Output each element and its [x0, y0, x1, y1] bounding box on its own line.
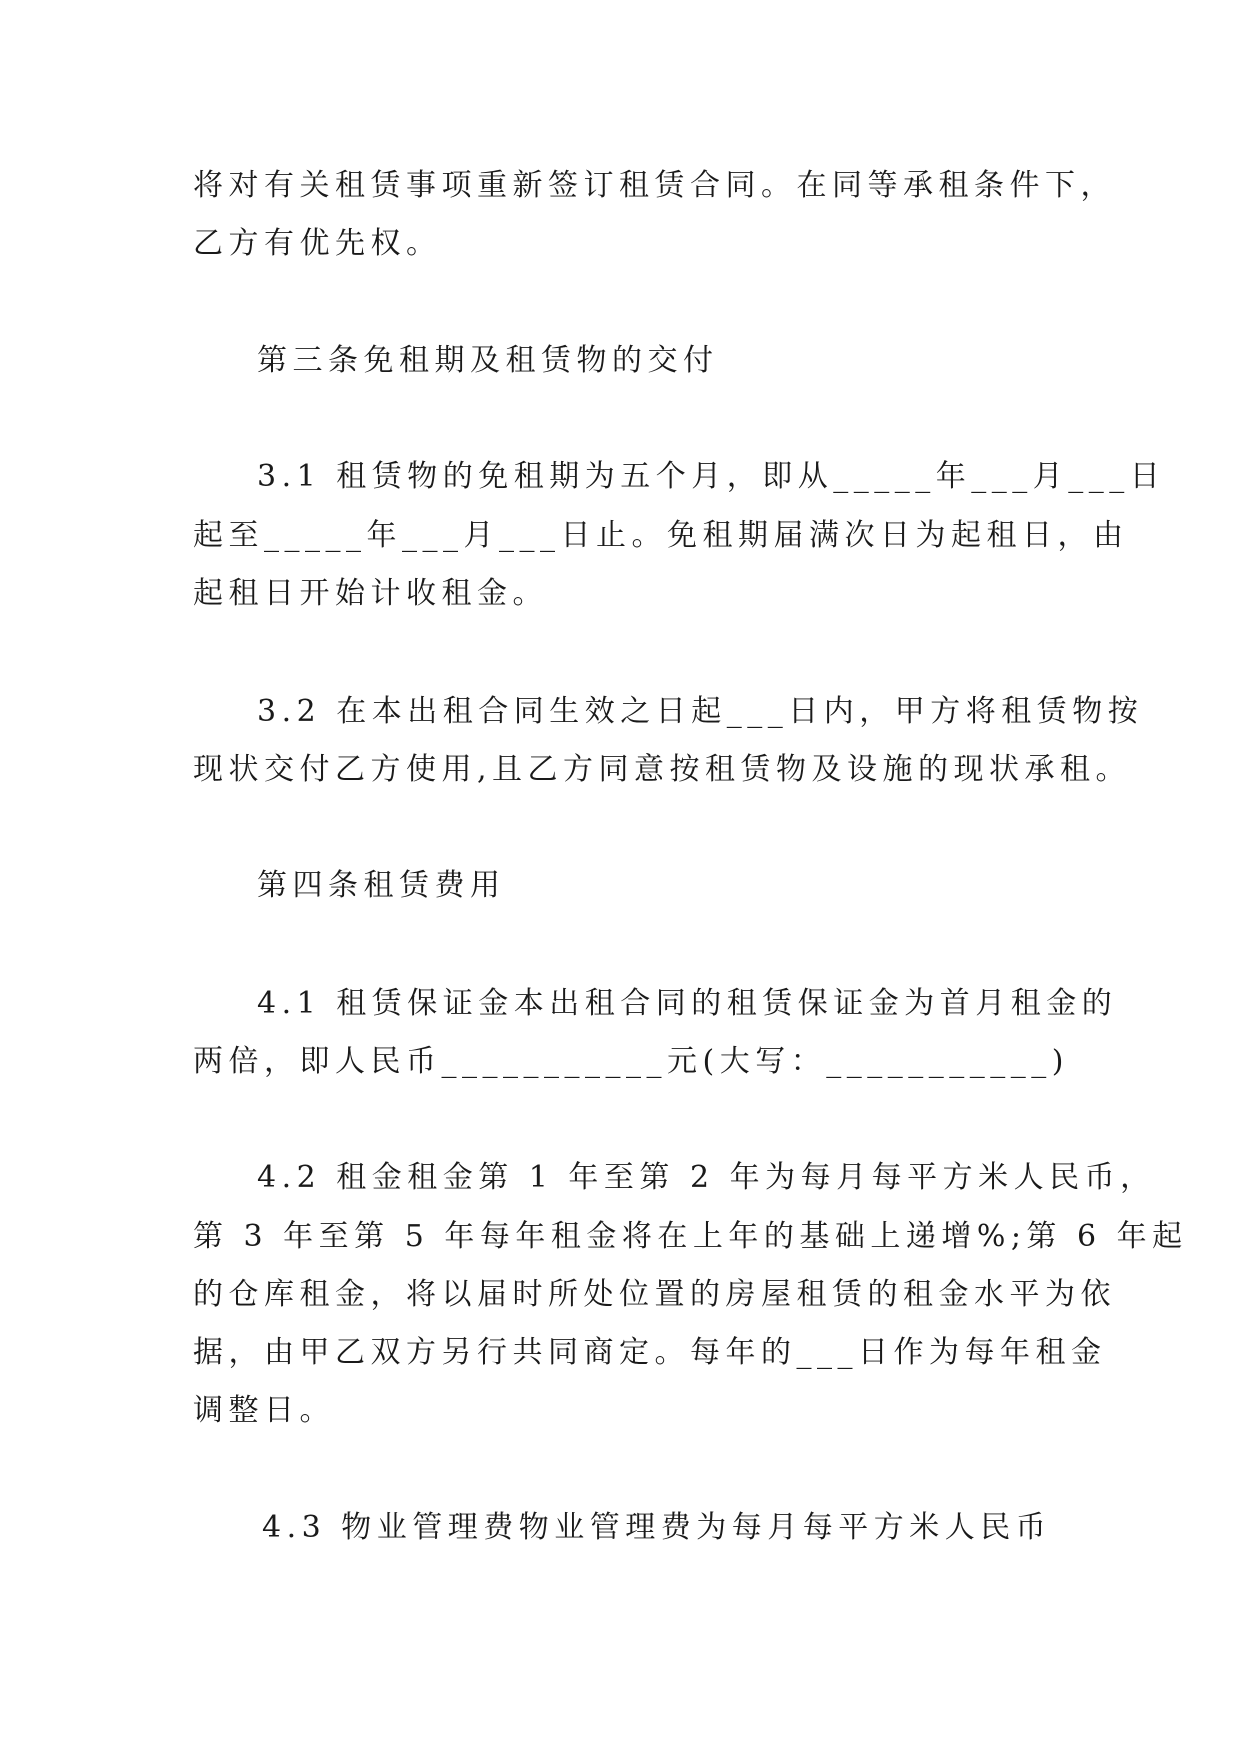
clause-4-2-line: 的仓库租金，将以届时所处位置的房屋租赁的租金水平为依: [193, 1277, 1116, 1312]
clause-3-1-line: 起至_____年___月___日止。免租期届满次日为起租日，由: [193, 518, 1129, 553]
clause-4-2-line: 4.2 租金租金第 1 年至第 2 年为每月每平方米人民币，: [257, 1160, 1156, 1195]
clause-3-1-line: 3.1 租赁物的免租期为五个月，即从_____年___月___日: [257, 459, 1166, 494]
clause-4-1-line: 4.1 租赁保证金本出租合同的租赁保证金为首月租金的: [257, 986, 1118, 1021]
clause-4-2-line: 据，由甲乙双方另行共同商定。每年的___日作为每年租金: [193, 1335, 1107, 1370]
clause-4-3-line: 4.3 物业管理费物业管理费为每月每平方米人民币: [262, 1510, 1052, 1545]
section-heading-article-4: 第四条租赁费用: [257, 868, 506, 903]
clause-3-1-line: 起租日开始计收租金。: [193, 576, 548, 611]
clause-3-2-line: 现状交付乙方使用,且乙方同意按租赁物及设施的现状承租。: [193, 752, 1132, 787]
paragraph-line: 将对有关租赁事项重新签订租赁合同。在同等承租条件下，: [193, 168, 1116, 203]
clause-4-1-line: 两倍，即人民币___________元(大写：___________): [193, 1044, 1069, 1079]
paragraph-line: 乙方有优先权。: [193, 226, 442, 261]
clause-3-2-line: 3.2 在本出租合同生效之日起___日内，甲方将租赁物按: [257, 694, 1144, 729]
clause-4-2-line: 第 3 年至第 5 年每年租金将在上年的基础上递增%;第 6 年起: [193, 1219, 1188, 1254]
section-heading-article-3: 第三条免租期及租赁物的交付: [257, 343, 719, 378]
clause-4-2-line: 调整日。: [193, 1393, 335, 1428]
